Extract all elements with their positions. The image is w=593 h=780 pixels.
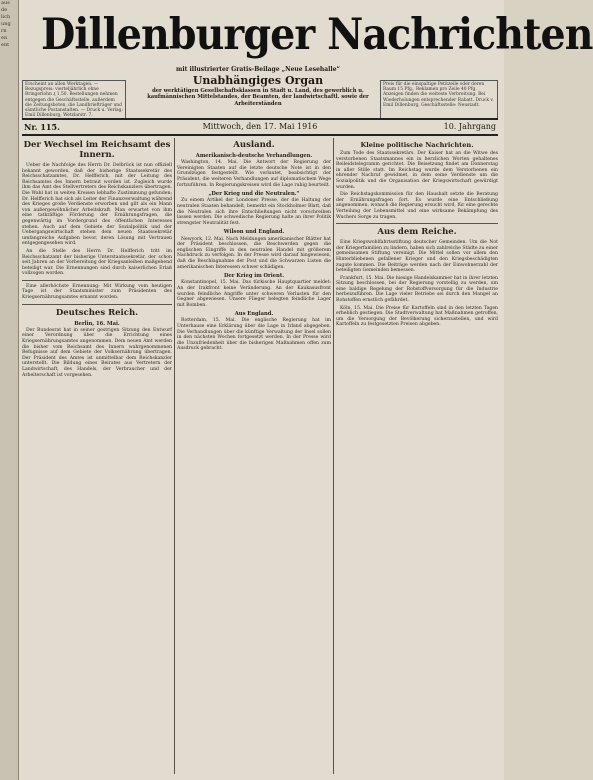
article-subheading: Amerikanisch-deutsche Verhandlungen. [195, 153, 313, 159]
article-subheading: Aus England. [234, 311, 274, 318]
volume-year: 10. Jahrgang [443, 122, 496, 131]
masthead-center [130, 66, 386, 107]
article-paragraph: Zu einem Artikel der Londoner Presse, der die Haltung der neutralen Staaten behandelt, bemerkt ein Stockholmer Blatt, daß die Neutralen sich ihre Entschließungen nicht vorschreiben lassen werden. Die schwedische Regierung halte an ihrer Politik strengster Neutralität fest. [177, 198, 331, 226]
masthead [22, 6, 593, 119]
section-subheading: Berlin, 16. Mai. [74, 320, 120, 327]
article-subheading: Wilson und England. [223, 229, 285, 236]
article-paragraph: An die Stelle des Herrn Dr. Helfferich tritt im Reichsschatzamt der bisherige Unterstaatssekretär, der schon seit Jahren an der Vorbereitung der Kriegsanleihen maßgebend beteiligt war. Die Ernennungen sind durch kaiserlichen Erlaß vollzogen worden. [22, 248, 172, 277]
divider [22, 304, 172, 305]
article-paragraph: Frankfurt, 15. Mai. Die hiesige Handelskammer hat in ihrer letzten Sitzung beschlossen, bei der Regierung vorstellig zu werden, um eine baldige Regelung der Rohstoffversorgung für die Industrie herbeizuführen. Die Lage vieler Betriebe sei durch den Mangel an Rohstoffen ernstlich gefährdet. [336, 275, 498, 304]
article-paragraph: Eine Kriegswohlfahrtsstiftung deutscher Gemeinden. Um die Not der Kriegerfamilien zu lindern, haben sich zahlreiche Städte zu einer gemeinsamen Stiftung vereinigt. Die Mittel sollen vor allem den Hinterbliebenen gefallener Krieger und den Kriegsbeschädigten zugute kommen. Die Beiträge werden nach der Einwohnerzahl der beteiligten Gemeinden bemessen. [336, 240, 498, 274]
section-heading: Deutsches Reich. [55, 307, 139, 318]
article-paragraph: Rotterdam, 15. Mai. Die englische Regierung hat im Unterhause eine Erklärung über die Lage in Irland abgegeben. Die Verhandlungen über die künftige Verwaltung der Insel sollen in den nächsten Wochen fortgesetzt werden. In der Presse wird die Unzufriedenheit über die bisherigen Maßnahmen offen zum Ausdruck gebracht. [177, 318, 331, 352]
advertising-info-box: Preis für die einspaltige Petitzeile oder deren Raum 15 Pfg., Reklamen pro Zeile 40 Pfg. Anzeigen finden die weiteste Verbreitung. Bei Wiederholungen entsprechender Rabatt. Druck v. Emil Dillenburg, Geschäftsstelle: Neustadt. [380, 80, 498, 120]
column-rule [333, 138, 334, 774]
column-right [336, 138, 498, 774]
supplement-line: mit illustrierter Gratis-Beilage „Neue Lesehalle“ [176, 66, 340, 73]
article-subheading: „Der Krieg und die Neutralen.“ [208, 191, 300, 198]
article-heading: Der Wechsel im Reichsamt des Innern. [23, 140, 171, 160]
subscription-info-box: Erscheint an allen Werktagen. — Bezugspreis: vierteljährlich ohne Bringerlohn ₰ 1,50. Bestellungen nehmen entgegen die Geschäftsstelle, außerdem die Zeitungsboten, die Landbriefträger und sämtliche Postanstalten. — Druck u. Verlag: Emil Dillenburg, Wetzlarstr. 7. [22, 80, 126, 120]
column-left [22, 138, 172, 774]
notice-paragraph: Eine allerhöchste Ernennung: Mit Wirkung vom heutigen Tage ist der Staatsminister zum Präsidenten des Kriegsernährungsamtes ernannt worden. [22, 283, 172, 301]
article-paragraph: Der Bundesrat hat in seiner gestrigen Sitzung den Entwurf einer Verordnung über die Errichtung eines Kriegsernährungsamtes angenommen. Dem neuen Amt werden die bisher vom Reichsamt des Innern wahrgenommenen Befugnisse auf dem Gebiete der Volksernährung übertragen. Der Präsident des Amtes ist unmittelbar dem Reichskanzler unterstellt. Die Bildung eines Beirates aus Vertretern der Landwirtschaft, des Handels, der Verbraucher und der Arbeiterschaft ist vorgesehen. [22, 327, 172, 378]
audience-line: der werktätigen Gesellschaftsklassen in Stadt u. Land, des gewerblich u. kaufmännischen Mittelstandes, der Beamten, der landwirtschaftl. sowie der Arbeiterständen [147, 88, 369, 107]
article-subheading: Der Krieg im Orient. [223, 273, 285, 280]
article-paragraph: Köln, 15. Mai. Die Preise für Kartoffeln sind in den letzten Tagen erheblich gestiegen. Die Stadtverwaltung hat Maßnahmen getroffen, um die Versorgung der Bevölkerung sicherzustellen, und wird Kartoffeln zu festgesetzten Preisen abgeben. [336, 305, 498, 328]
adjacent-page-edge: aus de lich ung rn en ent [0, 0, 19, 780]
article-paragraph: Washington, 14. Mai. Die Antwort der Regierung der Vereinigten Staaten auf die letzte deutsche Note ist in den Grundzügen festgestellt. Wie verlautet, beabsichtigt der Präsident, die weiteren Verhandlungen auf diplomatischem Wege fortzuführen. In Regierungskreisen wird die Lage ruhig beurteilt. [177, 160, 331, 188]
column-middle [177, 138, 331, 774]
article-paragraph: Zum Tode des Staatssekretärs. Der Kaiser hat an die Witwe des verstorbenen Staatsmannes ein in herzlichen Worten gehaltenes Beileidstelegramm gerichtet. Die Beisetzung findet am Donnerstag in aller Stille statt. Im Reichstag wurde dem Verstorbenen ein ehrender Nachruf gewidmet, in dem seine Verdienste um die Sozialpolitik und die Organisation der Kriegswirtschaft gewürdigt wurden. [336, 151, 498, 190]
section-heading: Aus dem Reiche. [377, 227, 457, 238]
section-heading: Kleine politische Nachrichten. [360, 141, 474, 149]
issue-date: Mittwoch, den 17. Mai 1916 [202, 122, 318, 131]
section-heading: Ausland. [233, 140, 275, 150]
tagline: Unabhängiges Organ [192, 74, 324, 87]
column-rule [174, 138, 175, 774]
article-paragraph: Newyork, 12. Mai. Nach Meldungen amerikanischer Blätter hat der Präsident beschlossen, die Beschwerden gegen die englischen Eingriffe in den neutralen Handel mit größerem Nachdruck zu verfolgen. In der Presse wird darauf hingewiesen, daß die Beschlagnahme der Post und die Schwarzen Listen die amerikanischen Interessen schwer schädigen. [177, 236, 331, 270]
divider [336, 223, 498, 224]
article-paragraph: Ueber die Nachfolge des Herrn Dr. Delbrück ist nun offiziell bekannt geworden, daß der bisherige Staatssekretär des Reichsschatzamtes, Dr. Helfferich, mit der Leitung des Reichsamtes des Innern betraut worden ist. Zugleich wurde ihm das Amt des Stellvertreters des Reichskanzlers übertragen. Die Wahl hat in weiten Kreisen lebhafte Zustimmung gefunden; Dr. Helfferich hat sich als Leiter der Finanzverwaltung während des Krieges große Verdienste erworben und gilt als ein Mann von außergewöhnlicher Arbeitskraft. Man erwartet von ihm eine tatkräftige Förderung der Ernährungsfragen, die gegenwärtig im Vordergrund des öffentlichen Interesses stehen. Auch auf dem Gebiete der Sozialpolitik und der Uebergangswirtschaft stehen dem neuen Staatssekretär umfangreiche Aufgaben bevor, deren Lösung mit Vertrauen entgegengesehen wird. [22, 163, 172, 247]
issue-number: Nr. 115. [24, 122, 60, 132]
divider [22, 280, 172, 281]
dateline-bar [22, 118, 498, 136]
article-paragraph: Konstantinopel, 15. Mai. Das türkische Hauptquartier meldet: An der Irakfront keine Veränderung. An der Kaukasusfront wurden feindliche Angriffe unter schweren Verlusten für den Gegner abgewiesen. Unsere Flieger belegten feindliche Lager mit Bomben. [177, 280, 331, 308]
article-paragraph: Die Reichstagskommission für den Haushalt setzte die Beratung der Ernährungsfragen fort. Es wurde eine Entschließung angenommen, wonach die Regierung ersucht wird, für eine gerechte Verteilung der Lebensmittel und eine wirksame Bekämpfung des Wuchers Sorge zu tragen. [336, 192, 498, 220]
newspaper-title: Dillenburger Nachrichten [41, 10, 593, 60]
